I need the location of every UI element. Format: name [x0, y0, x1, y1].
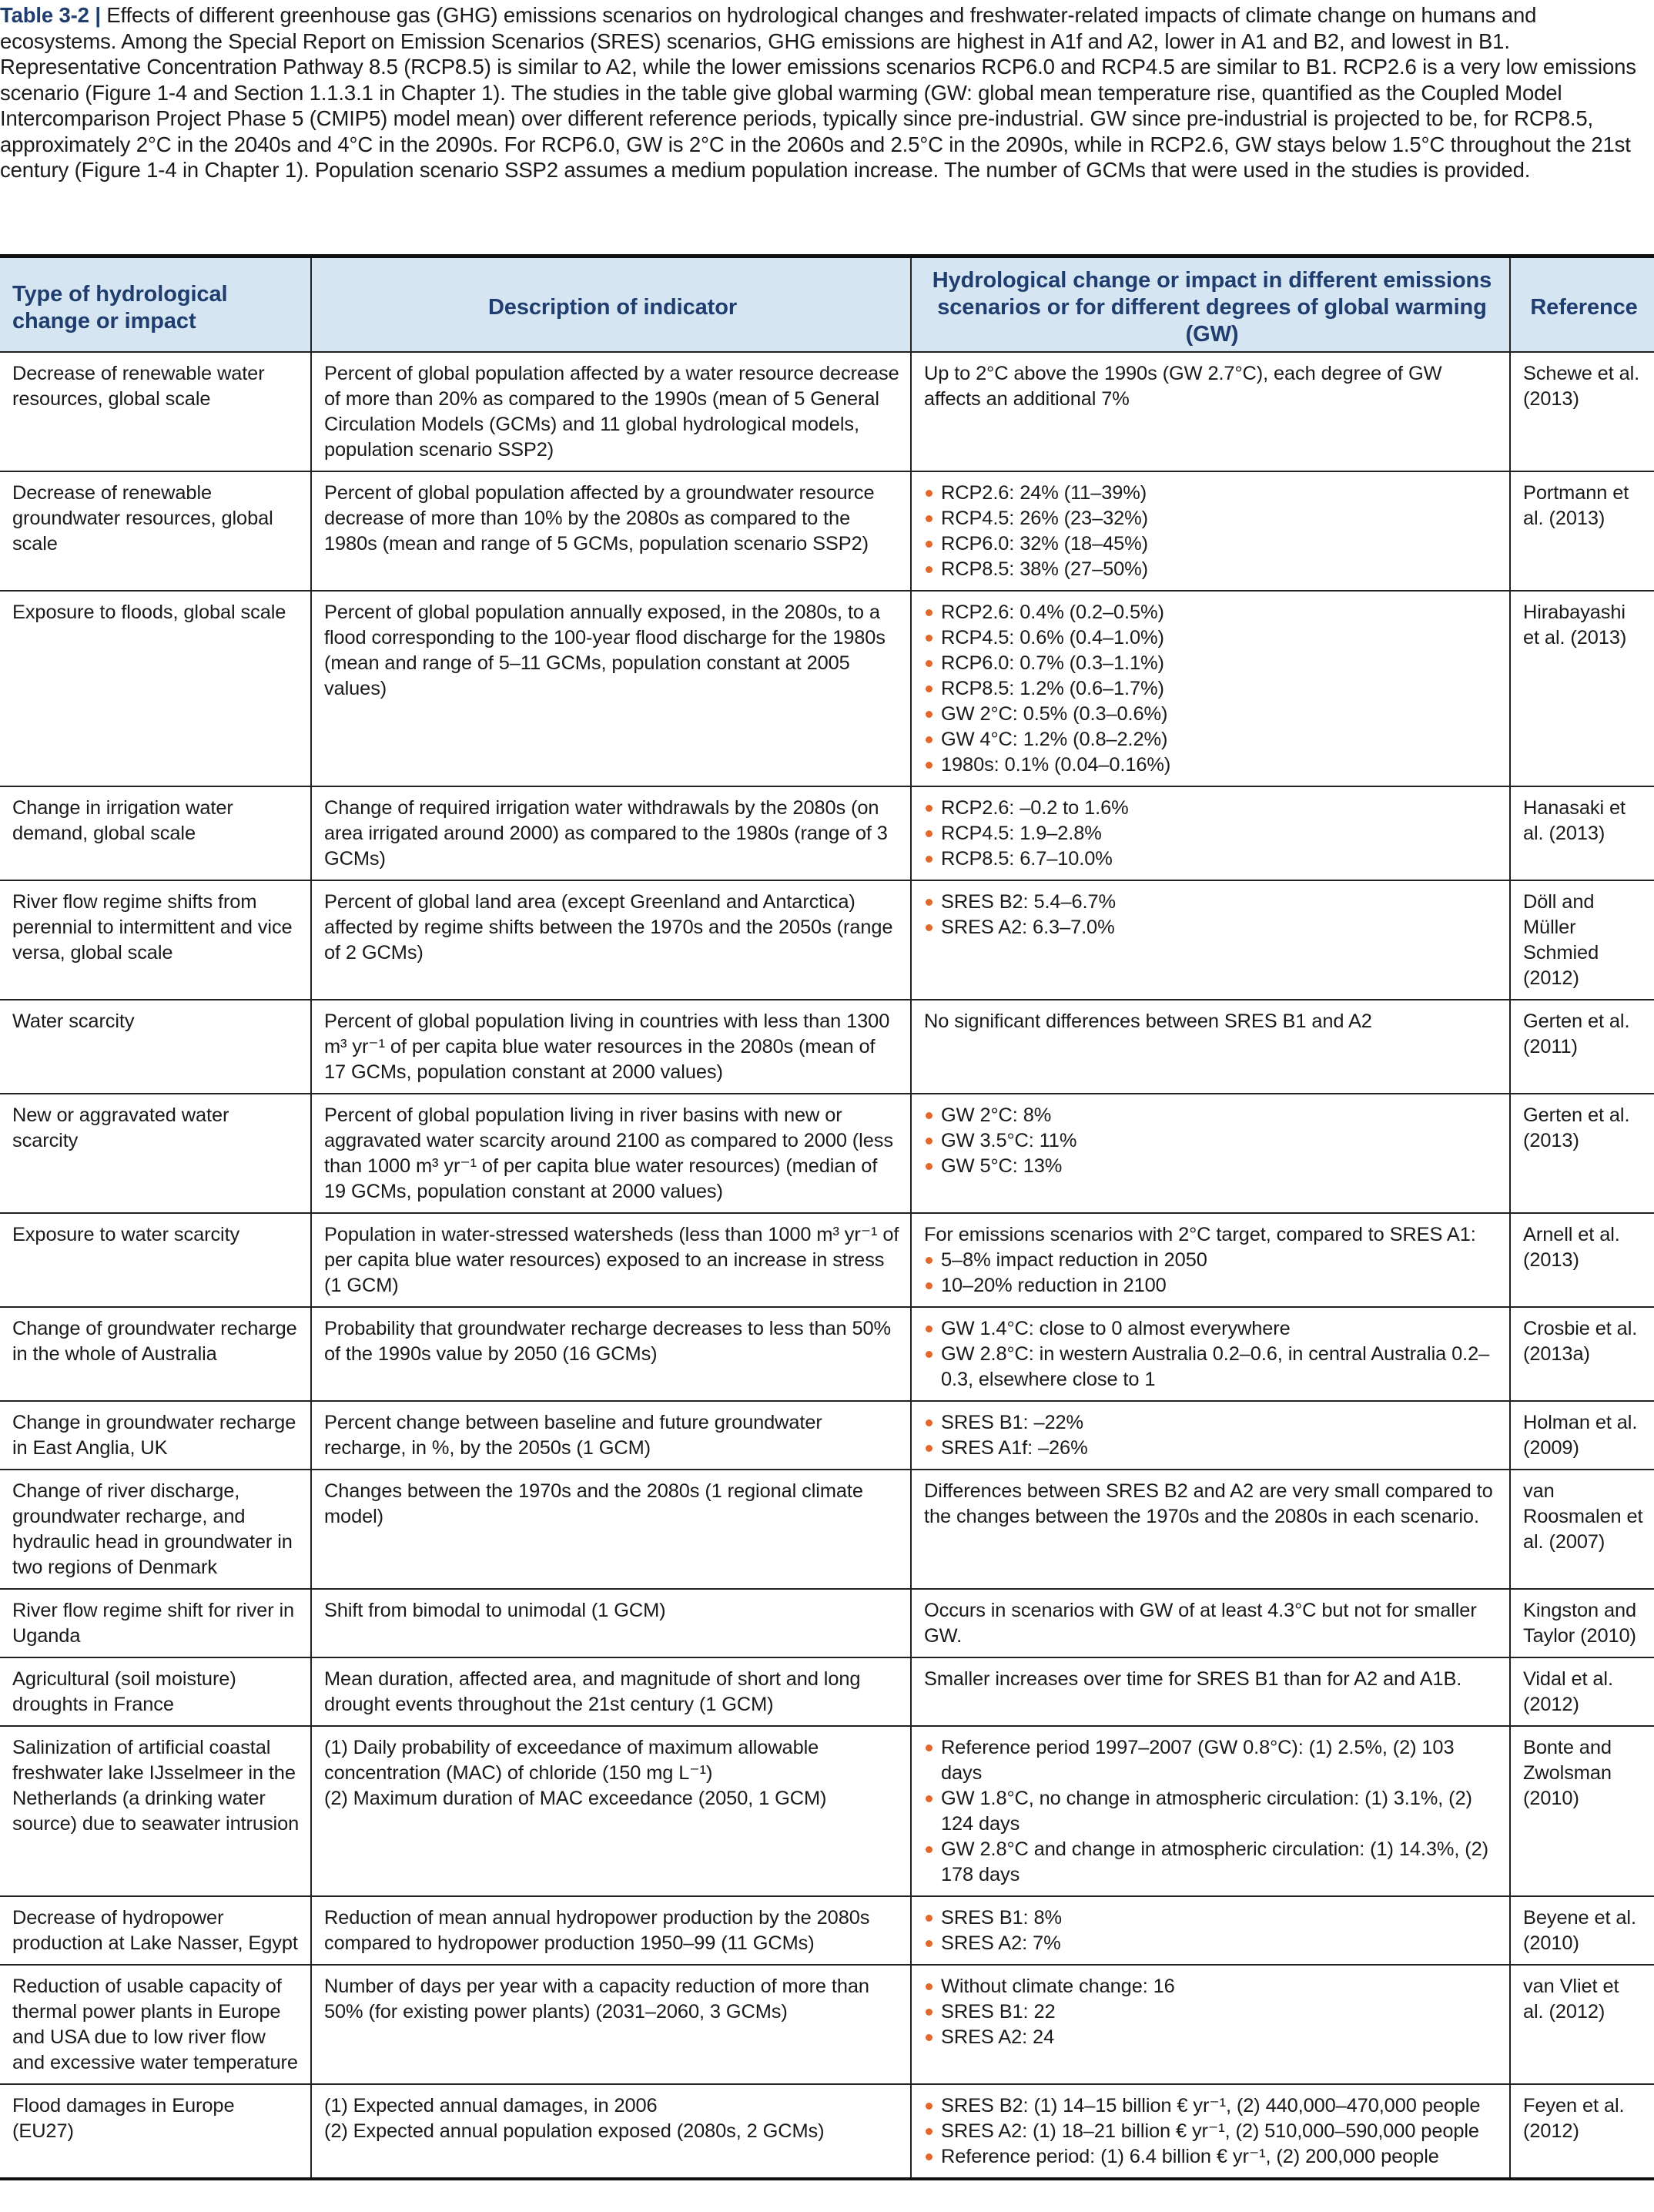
change-list [924, 2093, 1498, 2170]
change-list [924, 1316, 1498, 1393]
cell-reference: Portmann et al. (2013) [1510, 471, 1654, 591]
change-list-item: GW 2.8°C and change in atmospheric circulation: (1) 14.3%, (2) 178 days [924, 1837, 1498, 1888]
table-row [0, 1657, 1654, 1726]
change-list-item: SRES B1: 22 [924, 1999, 1498, 2025]
change-list-item: GW 5°C: 13% [924, 1154, 1498, 1179]
cell-change [911, 591, 1510, 786]
cell-description [311, 1965, 911, 2084]
cell-type: New or aggravated water scarcity [0, 1094, 311, 1213]
change-list-item: GW 4°C: 1.2% (0.8–2.2%) [924, 727, 1498, 752]
cell-change [911, 1401, 1510, 1470]
cell-change [911, 2084, 1510, 2179]
description-line: Percent change between baseline and future groundwater recharge, in %, by the 2050s (1 GCM) [324, 1412, 822, 1459]
cell-change [911, 1589, 1510, 1657]
caption-label: Table 3-2 [0, 3, 89, 27]
table-body [0, 352, 1654, 2179]
table-row [0, 1213, 1654, 1307]
description-line: Percent of global population affected by a water resource decrease of more than 20% as compared to the 1990s (mean of 5 General Circulation Models (GCMs) and 11 global hydrological models, population scenario SSP2) [324, 363, 899, 461]
description-line: Reduction of mean annual hydropower production by the 2080s compared to hydropower production 1950–99 (11 GCMs) [324, 1907, 870, 1954]
change-list [924, 1905, 1498, 1956]
cell-description [311, 786, 911, 880]
cell-reference: Holman et al. (2009) [1510, 1401, 1654, 1470]
cell-reference: van Roosmalen et al. (2007) [1510, 1470, 1654, 1589]
cell-reference: Schewe et al. (2013) [1510, 352, 1654, 471]
description-line: Percent of global population living in river basins with new or aggravated water scarcity around 2100 as compared to 2000 (less than 1000 m³ yr⁻¹ of per capita blue water resources) (median of 19 GCMs, population constant at 2000 values) [324, 1104, 893, 1202]
change-list-item: 10–20% reduction in 2100 [924, 1273, 1498, 1299]
change-list [924, 1410, 1498, 1461]
cell-description [311, 2084, 911, 2179]
description-line: Percent of global land area (except Greenland and Antarctica) affected by regime shifts between the 1970s and the 2050s (range of 2 GCMs) [324, 891, 893, 964]
table-row [0, 786, 1654, 880]
cell-reference: van Vliet et al. (2012) [1510, 1965, 1654, 2084]
cell-type: Water scarcity [0, 1000, 311, 1094]
change-list-item: SRES A2: 7% [924, 1931, 1498, 1956]
cell-reference: Vidal et al. (2012) [1510, 1657, 1654, 1726]
change-list-item: SRES B1: 8% [924, 1905, 1498, 1931]
impacts-table [0, 254, 1654, 2180]
description-line: Population in water-stressed watersheds (less than 1000 m³ yr⁻¹ of per capita blue water resources) exposed to an increase in stress (1 GCM) [324, 1224, 899, 1296]
header-change: Hydrological change or impact in different emissions scenarios or for different degrees of global warming (GW) [911, 256, 1510, 353]
cell-change [911, 1965, 1510, 2084]
change-list-item: RCP6.0: 32% (18–45%) [924, 531, 1498, 557]
change-list-item: 1980s: 0.1% (0.04–0.16%) [924, 752, 1498, 778]
cell-reference: Hirabayashi et al. (2013) [1510, 591, 1654, 786]
table-row [0, 1401, 1654, 1470]
change-list [924, 1248, 1498, 1299]
cell-description [311, 352, 911, 471]
cell-type: Decrease of renewable water resources, global scale [0, 352, 311, 471]
change-list-item: RCP8.5: 38% (27–50%) [924, 557, 1498, 582]
change-list-item: SRES A2: (1) 18–21 billion € yr⁻¹, (2) 510,000–590,000 people [924, 2119, 1498, 2144]
cell-description [311, 880, 911, 1000]
description-line: Shift from bimodal to unimodal (1 GCM) [324, 1600, 666, 1621]
change-list-item: RCP2.6: 0.4% (0.2–0.5%) [924, 600, 1498, 625]
change-list-item: Reference period 1997–2007 (GW 0.8°C): (1) 2.5%, (2) 103 days [924, 1735, 1498, 1786]
cell-reference: Gerten et al. (2013) [1510, 1094, 1654, 1213]
cell-description [311, 1000, 911, 1094]
cell-reference: Crosbie et al. (2013a) [1510, 1307, 1654, 1401]
description-line: Percent of global population annually exposed, in the 2080s, to a flood corresponding to the 100-year flood discharge for the 1980s (mean and range of 5–11 GCMs, population constant at 2005 values) [324, 602, 886, 699]
change-list-item: RCP2.6: 24% (11–39%) [924, 481, 1498, 506]
table-row [0, 1307, 1654, 1401]
change-list-item: SRES B2: 5.4–6.7% [924, 890, 1498, 915]
header-row [0, 256, 1654, 353]
cell-description [311, 1726, 911, 1896]
cell-change [911, 1000, 1510, 1094]
cell-description [311, 1094, 911, 1213]
cell-change [911, 1307, 1510, 1401]
header-reference: Reference [1510, 256, 1654, 353]
cell-reference: Feyen et al. (2012) [1510, 2084, 1654, 2179]
change-list [924, 1103, 1498, 1179]
table-row [0, 1726, 1654, 1896]
table-row [0, 1965, 1654, 2084]
change-list-item: GW 2°C: 8% [924, 1103, 1498, 1128]
change-list-item: Reference period: (1) 6.4 billion € yr⁻¹, (2) 200,000 people [924, 2144, 1498, 2170]
change-list-item: GW 1.4°C: close to 0 almost everywhere [924, 1316, 1498, 1342]
change-list-item: RCP4.5: 1.9–2.8% [924, 821, 1498, 846]
cell-description [311, 1213, 911, 1307]
cell-change [911, 1094, 1510, 1213]
cell-reference: Beyene et al. (2010) [1510, 1896, 1654, 1965]
cell-reference: Hanasaki et al. (2013) [1510, 786, 1654, 880]
description-line: Percent of global population living in countries with less than 1300 m³ yr⁻¹ of per capita blue water resources in the 2080s (mean of 17 GCMs, population constant at 2000 values) [324, 1010, 890, 1083]
cell-type: Change of river discharge, groundwater recharge, and hydraulic head in groundwater in two regions of Denmark [0, 1470, 311, 1589]
table-row [0, 471, 1654, 591]
caption-separator: | [89, 3, 107, 27]
cell-type: Salinization of artificial coastal freshwater lake IJsselmeer in the Netherlands (a drinking water source) due to seawater intrusion [0, 1726, 311, 1896]
change-list-item: RCP8.5: 6.7–10.0% [924, 846, 1498, 872]
table-row [0, 2084, 1654, 2179]
header-type: Type of hydrological change or impact [0, 256, 311, 353]
cell-reference: Gerten et al. (2011) [1510, 1000, 1654, 1094]
change-list-item: SRES A2: 6.3–7.0% [924, 915, 1498, 940]
table-row [0, 1589, 1654, 1657]
table-row [0, 1094, 1654, 1213]
change-list-item: 5–8% impact reduction in 2050 [924, 1248, 1498, 1273]
change-intro: Occurs in scenarios with GW of at least 4.3°C but not for smaller GW. [924, 1600, 1477, 1647]
description-line: Percent of global population affected by a groundwater resource decrease of more than 10% by the 2080s as compared to the 1980s (mean and range of 5 GCMs, population scenario SSP2) [324, 482, 875, 555]
description-line: Changes between the 1970s and the 2080s (1 regional climate model) [324, 1480, 863, 1527]
table-container [0, 254, 1654, 2180]
cell-type: Decrease of renewable groundwater resources, global scale [0, 471, 311, 591]
change-intro: Differences between SRES B2 and A2 are very small compared to the changes between the 1970s and the 2080s in each scenario. [924, 1480, 1493, 1527]
table-header [0, 256, 1654, 353]
change-list-item: RCP8.5: 1.2% (0.6–1.7%) [924, 676, 1498, 702]
change-list [924, 796, 1498, 872]
cell-description [311, 1401, 911, 1470]
cell-change [911, 352, 1510, 471]
cell-change [911, 786, 1510, 880]
description-line: (1) Daily probability of exceedance of maximum allowable concentration (MAC) of chloride (150 mg L⁻¹) [324, 1737, 819, 1784]
change-list [924, 481, 1498, 582]
description-line: Change of required irrigation water withdrawals by the 2080s (on area irrigated around 2000) as compared to the 1980s (range of 3 GCMs) [324, 797, 888, 870]
change-intro: Smaller increases over time for SRES B1 than for A2 and A1B. [924, 1668, 1462, 1690]
cell-type: Change of groundwater recharge in the whole of Australia [0, 1307, 311, 1401]
table-row [0, 1470, 1654, 1589]
change-list-item: GW 2.8°C: in western Australia 0.2–0.6, in central Australia 0.2–0.3, elsewhere close to 1 [924, 1342, 1498, 1393]
change-intro: Up to 2°C above the 1990s (GW 2.7°C), each degree of GW affects an additional 7% [924, 363, 1442, 410]
cell-description [311, 1657, 911, 1726]
change-list [924, 890, 1498, 940]
change-list-item: GW 2°C: 0.5% (0.3–0.6%) [924, 702, 1498, 727]
description-line: Number of days per year with a capacity reduction of more than 50% (for existing power plants) (2031–2060, 3 GCMs) [324, 1976, 869, 2023]
change-list-item: Without climate change: 16 [924, 1974, 1498, 1999]
cell-type: Change in irrigation water demand, global scale [0, 786, 311, 880]
table-row [0, 352, 1654, 471]
cell-reference: Kingston and Taylor (2010) [1510, 1589, 1654, 1657]
cell-type: Decrease of hydropower production at Lake Nasser, Egypt [0, 1896, 311, 1965]
cell-reference: Arnell et al. (2013) [1510, 1213, 1654, 1307]
cell-reference: Bonte and Zwolsman (2010) [1510, 1726, 1654, 1896]
cell-type: Agricultural (soil moisture) droughts in France [0, 1657, 311, 1726]
cell-description [311, 1589, 911, 1657]
change-intro: No significant differences between SRES B1 and A2 [924, 1010, 1372, 1032]
change-list [924, 1735, 1498, 1888]
table-row [0, 1896, 1654, 1965]
table-row [0, 591, 1654, 786]
change-list-item: SRES B1: –22% [924, 1410, 1498, 1436]
cell-description [311, 1896, 911, 1965]
caption-text: Effects of different greenhouse gas (GHG) emissions scenarios on hydrological changes and freshwater-related impacts of climate change on humans and ecosystems. Among the Special Report on Emission Scenarios (SRES) scenarios, GHG emissions are highest in A1f and A2, lower in A1 and B2, and lowest in B1. Representative Concentration Pathway 8.5 (RCP8.5) is similar to A2, while the lower emissions scenarios RCP6.0 and RCP4.5 are similar to B1. RCP2.6 is a very low emissions scenario (Figure 1-4 and Section 1.1.3.1 in Chapter 1). The studies in the table give global warming (GW: global mean temperature rise, quantified as the Coupled Model Intercomparison Project Phase 5 (CMIP5) model mean) over different reference periods, typically since pre-industrial. GW since pre-industrial is projected to be, for RCP8.5, approximately 2°C in the 2040s and 4°C in the 2090s. For RCP6.0, GW is 2°C in the 2060s and 2.5°C in the 2090s, while in RCP2.6, GW stays below 1.5°C throughout the 21st century (Figure 1-4 in Chapter 1). Population scenario SSP2 assumes a medium population increase. The number of GCMs that were used in the studies is provided. [0, 3, 1636, 182]
cell-type: Exposure to floods, global scale [0, 591, 311, 786]
change-list-item: GW 3.5°C: 11% [924, 1128, 1498, 1154]
cell-type: Change in groundwater recharge in East Anglia, UK [0, 1401, 311, 1470]
cell-description [311, 1470, 911, 1589]
description-line: (2) Expected annual population exposed (2080s, 2 GCMs) [324, 2120, 825, 2142]
description-line: Probability that groundwater recharge decreases to less than 50% of the 1990s value by 2050 (16 GCMs) [324, 1318, 892, 1365]
change-list-item: RCP4.5: 26% (23–32%) [924, 506, 1498, 531]
description-line: Mean duration, affected area, and magnitude of short and long drought events throughout the 21st century (1 GCM) [324, 1668, 861, 1715]
cell-change [911, 1657, 1510, 1726]
cell-change [911, 1213, 1510, 1307]
cell-type: River flow regime shifts from perennial to intermittent and vice versa, global scale [0, 880, 311, 1000]
cell-type: Exposure to water scarcity [0, 1213, 311, 1307]
change-list-item: GW 1.8°C, no change in atmospheric circulation: (1) 3.1%, (2) 124 days [924, 1786, 1498, 1837]
change-list-item: RCP6.0: 0.7% (0.3–1.1%) [924, 651, 1498, 676]
cell-description [311, 591, 911, 786]
cell-change [911, 471, 1510, 591]
cell-type: River flow regime shift for river in Uganda [0, 1589, 311, 1657]
change-list [924, 1974, 1498, 2050]
cell-description [311, 1307, 911, 1401]
change-list-item: RCP2.6: –0.2 to 1.6% [924, 796, 1498, 821]
cell-reference: Döll and Müller Schmied (2012) [1510, 880, 1654, 1000]
table-row [0, 880, 1654, 1000]
table-row [0, 1000, 1654, 1094]
change-intro: For emissions scenarios with 2°C target, compared to SRES A1: [924, 1224, 1476, 1245]
cell-change [911, 1470, 1510, 1589]
cell-change [911, 1726, 1510, 1896]
change-list-item: RCP4.5: 0.6% (0.4–1.0%) [924, 625, 1498, 651]
cell-type: Reduction of usable capacity of thermal power plants in Europe and USA due to low river flow and excessive water temperature [0, 1965, 311, 2084]
table-caption [0, 0, 1648, 183]
description-line: (1) Expected annual damages, in 2006 [324, 2095, 658, 2116]
change-list [924, 600, 1498, 778]
cell-change [911, 1896, 1510, 1965]
header-description: Description of indicator [311, 256, 911, 353]
description-line: (2) Maximum duration of MAC exceedance (2050, 1 GCM) [324, 1788, 827, 1809]
change-list-item: SRES A2: 24 [924, 2025, 1498, 2050]
cell-description [311, 471, 911, 591]
cell-change [911, 880, 1510, 1000]
cell-type: Flood damages in Europe (EU27) [0, 2084, 311, 2179]
change-list-item: SRES B2: (1) 14–15 billion € yr⁻¹, (2) 440,000–470,000 people [924, 2093, 1498, 2119]
change-list-item: SRES A1f: –26% [924, 1436, 1498, 1461]
